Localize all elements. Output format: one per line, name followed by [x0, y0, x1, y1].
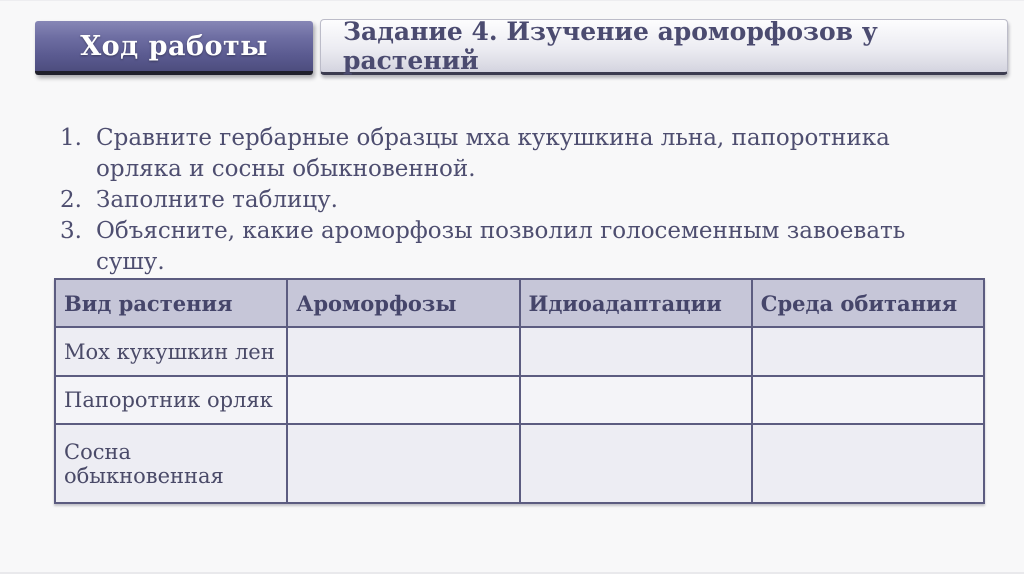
- instruction-text: Объясните, какие ароморфозы позволил голосеменным завоевать сушу.: [96, 218, 906, 275]
- task-title-banner: [320, 19, 1008, 75]
- instruction-text: Заполните таблицу.: [96, 187, 338, 213]
- cell-aromorphoses-empty: [287, 376, 519, 424]
- cell-idioadaptations-empty: [520, 424, 752, 503]
- table-row-moss: [55, 327, 984, 376]
- instruction-number: 2.: [60, 187, 82, 213]
- cell-habitat-empty: [752, 424, 984, 503]
- instruction-item-3: [60, 216, 960, 278]
- task-title: Задание 4. Изучение ароморфозов у растений: [343, 17, 878, 75]
- instruction-text: Сравните гербарные образцы мха кукушкина льна, папоротника орляка и сосны обыкновенной.: [96, 125, 890, 182]
- comparison-table: [54, 278, 985, 504]
- cell-idioadaptations-empty: [520, 376, 752, 424]
- instruction-number: 3.: [60, 218, 82, 244]
- cell-habitat-empty: [752, 327, 984, 376]
- column-header-species: Вид растения: [55, 279, 287, 327]
- cell-species: Сосна обыкновенная: [55, 424, 287, 503]
- instruction-list: [60, 123, 960, 278]
- column-header-idioadaptations: Идиоадаптации: [520, 279, 752, 327]
- cell-habitat-empty: [752, 376, 984, 424]
- column-header-habitat: Среда обитания: [752, 279, 984, 327]
- work-progress-button-label: Ход работы: [80, 30, 268, 62]
- instruction-item-2: [60, 185, 960, 216]
- cell-idioadaptations-empty: [520, 327, 752, 376]
- instruction-item-1: [60, 123, 960, 185]
- column-header-aromorphoses: Ароморфозы: [287, 279, 519, 327]
- cell-species: Папоротник орляк: [55, 376, 287, 424]
- work-progress-button[interactable]: [35, 21, 313, 75]
- table-header-row: [55, 279, 984, 327]
- table-row-fern: [55, 376, 984, 424]
- table-row-pine: [55, 424, 984, 503]
- cell-aromorphoses-empty: [287, 327, 519, 376]
- cell-aromorphoses-empty: [287, 424, 519, 503]
- cell-species: Мох кукушкин лен: [55, 327, 287, 376]
- instruction-number: 1.: [60, 125, 82, 151]
